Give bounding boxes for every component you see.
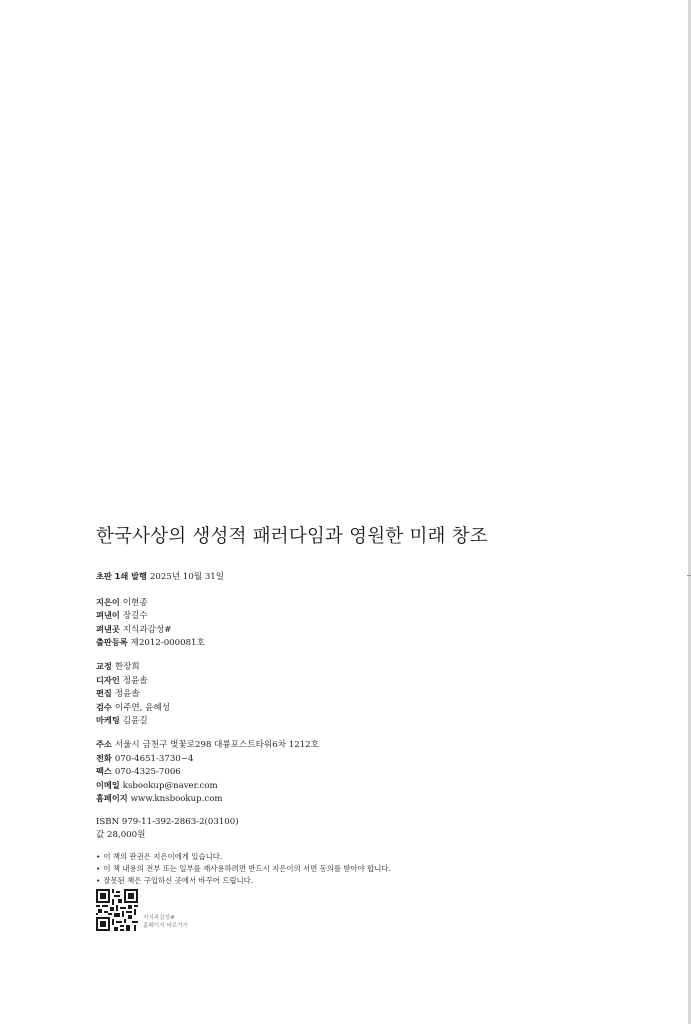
note-item: • 잘못된 책은 구입하신 곳에서 바꾸어 드립니다. [96,876,254,886]
isbn: ISBN 979-11-392-2863-2(03100) [96,816,239,827]
contact-phone: 전화 070-4651-3730~4 [96,752,194,764]
bullet-icon: • [96,852,101,862]
staff-review: 검수 이주연, 윤혜성 [96,701,171,713]
bullet-icon: • [96,864,101,874]
price: 값 28,000원 [96,829,146,840]
contact-email[interactable]: 이메일 ksbookup@naver.com [96,779,218,791]
credit-registration: 출판등록 제2012-000081호 [96,637,205,649]
credit-author: 지은이 이현종 [96,596,148,608]
note-item: • 이 책의 판권은 지은이에게 있습니다. [96,852,223,862]
credit-publisher: 펴낸이 장길수 [96,610,148,622]
bullet-icon: • [96,876,101,886]
qr-code-icon[interactable] [96,889,138,931]
staff-group [96,660,656,728]
credit-imprint: 펴낸곳 지식과감성# [96,623,172,635]
edition-group [96,570,656,584]
staff-marketing: 마케팅 김윤길 [96,715,148,727]
contact-homepage[interactable]: 홈페이지 www.knsbookup.com [96,793,223,805]
isbn-group [96,816,656,841]
contact-fax: 팩스 070-4325-7006 [96,766,181,778]
edition-line: 초판 1쇄 발행 2025년 10월 31일 [96,571,225,582]
book-title: 한국사상의 생성적 패러다임과 영원한 미래 창조 [96,526,488,547]
credits-group [96,596,656,650]
contact-group [96,738,656,806]
colophon [96,522,656,887]
staff-design: 디자인 정윤솔 [96,674,148,686]
qr-block [96,889,188,931]
note-item: • 이 책 내용의 전부 또는 일부를 재사용하려면 반드시 지은이의 서면 동의를 받아야 합니다. [96,864,391,874]
notes [96,851,656,887]
staff-editing: 편집 정윤솔 [96,688,140,700]
staff-proofreading: 교정 한장희 [96,660,140,672]
contact-address: 주소 서울시 금천구 벚꽃로298 대륭포스트타워6차 1212호 [96,738,319,750]
qr-caption: 지식과감성# 홈페이지 바로가기 [143,915,189,929]
page-edge-mark [687,575,691,576]
